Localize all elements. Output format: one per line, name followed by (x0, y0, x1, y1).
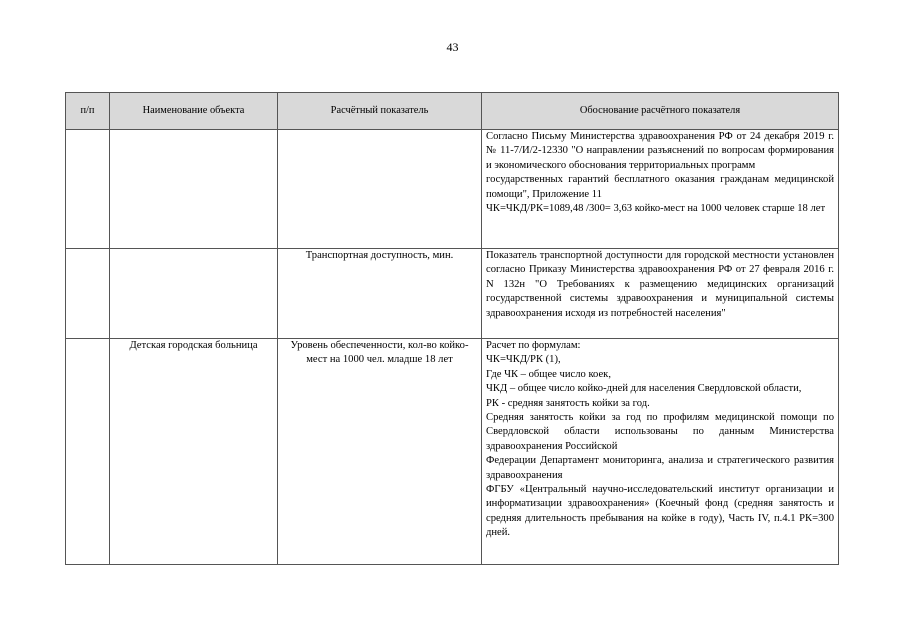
basis-paragraph: РК - средняя занятость койки за год. (486, 397, 650, 409)
basis-paragraph: государственных гарантий бесплатного оказания гражданам медицинской помощи", Приложение 11 (486, 174, 834, 200)
page-number: 43 (446, 40, 459, 54)
row-indicator: Транспортная доступность, мин. (278, 249, 482, 339)
row-num (66, 130, 110, 249)
indicator-table (65, 92, 839, 565)
basis-paragraph: Показатель транспортной доступности для городской местности установлен согласно Приказу Министерства здравоохранения РФ от 27 февраля 2016 г. N 132н "О Требованиях к размещению медицинских организаций государственной системы здравоохранения и муниципальной системы здравоохранения исходя из потребностей населения" (486, 250, 834, 319)
basis-paragraph: Где ЧК – общее число коек, (486, 368, 611, 380)
row-indicator (278, 130, 482, 249)
table-header-row (66, 93, 839, 130)
row-indicator: Уровень обеспеченности, кол-во койко-мест на 1000 чел. младше 18 лет (278, 339, 482, 565)
table-row (66, 339, 839, 565)
table-row (66, 249, 839, 339)
header-name: Наименование объекта (110, 93, 278, 130)
table-row (66, 130, 839, 249)
basis-paragraph: ЧК=ЧКД/РК (1), (486, 354, 561, 366)
header-basis: Обоснование расчётного показателя (482, 93, 839, 130)
row-num (66, 249, 110, 339)
basis-paragraph: ФГБУ «Центральный научно-исследовательский институт организации и информатизации здравоохранения» (Коечный фонд (средняя занятость и средняя длительность пребывания на койке в году), Часть IV, п.4.1 РК=300 дней. (486, 484, 834, 539)
basis-paragraph: Расчет по формулам: (486, 340, 581, 351)
row-basis (482, 249, 839, 339)
basis-paragraph: ЧКД – общее число койко-дней для населения Свердловской области, (486, 383, 802, 395)
basis-paragraph: ЧК=ЧКД/РК=1089,48 /300= 3,63 койко-мест на 1000 человек старше 18 лет (486, 203, 826, 215)
basis-paragraph: Средняя занятость койки за год по профилям медицинской помощи по Свердловской области использованы по данным Министерства здравоохранения Российской (486, 412, 834, 452)
row-num (66, 339, 110, 565)
basis-paragraph: Федерации Департамент мониторинга, анализа и стратегического развития здравоохранения (486, 455, 834, 481)
header-indicator: Расчётный показатель (278, 93, 482, 130)
basis-paragraph: Согласно Письму Министерства здравоохранения РФ от 24 декабря 2019 г. № 11-7/И/2-12330 "О направлении разъяснений по вопросам формирования и экономического обоснования территориальных программ (486, 131, 834, 171)
row-basis (482, 339, 839, 565)
row-basis (482, 130, 839, 249)
row-name: Детская городская больница (110, 339, 278, 565)
row-name (110, 130, 278, 249)
header-num: п/п (66, 93, 110, 130)
row-name (110, 249, 278, 339)
